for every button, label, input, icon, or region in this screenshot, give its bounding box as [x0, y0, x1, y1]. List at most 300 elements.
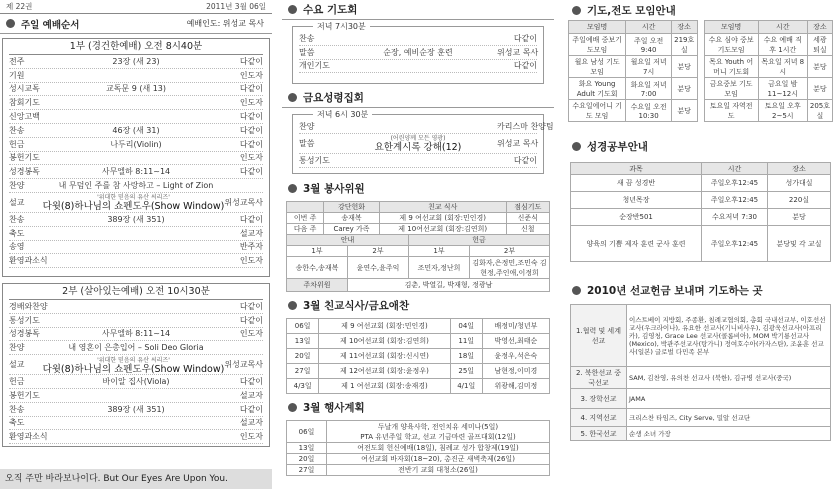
date-label: 2011년 3월 06일 [206, 2, 266, 11]
order-row [9, 110, 263, 124]
fellowship-cell: 제 1 여선교회 (회장:송재경) [319, 379, 450, 394]
order-person: 설교자 [239, 228, 263, 238]
service-cell: Carey 가족 [324, 224, 380, 235]
bullet-icon [572, 6, 581, 15]
first-service-box [2, 38, 270, 277]
bible-head: 과목 [571, 163, 702, 175]
order-person: 인도자 [239, 70, 263, 80]
service-sub: 2부 [470, 246, 550, 257]
prayer-cell: 금요일 밤 11~12시 [758, 78, 807, 100]
page-header [0, 0, 272, 14]
event-date: 20일 [287, 454, 327, 465]
order-subtitle: '위대한 믿음의 유산 씨리즈' [97, 356, 170, 364]
order-label: 말씀 [299, 138, 315, 148]
bible-cell: 성가대실 [767, 175, 830, 192]
order-label: 헌금 [9, 377, 25, 387]
service-head2: 헌금 [409, 235, 550, 246]
fri-title: 금요성령집회 [303, 92, 364, 104]
service-cell: 송한수,송재복 [287, 257, 348, 279]
prayer-cell: 수요일에어니 기도 모임 [569, 100, 626, 122]
order-content: 내 영혼이 은총입어 – Soli Deo Gloria [68, 343, 204, 353]
order-person: 다같이 [239, 315, 263, 325]
order-label: 환영과소식 [9, 256, 48, 266]
bible-title: 성경공부안내 [587, 140, 648, 153]
bible-cell: 순장반501 [571, 209, 702, 226]
order-row [9, 403, 263, 417]
mission-recipients: JAMA [627, 389, 831, 409]
table-row [571, 226, 831, 262]
fellowship-cell: 남현정,이미경 [482, 364, 549, 379]
order-content [43, 193, 225, 211]
service-cell: 제 10여선교회 (회장:김연희) [379, 224, 506, 235]
prayer-cell: 월요 남성 기도 모임 [569, 56, 626, 78]
mission-category: 5. 한국선교 [571, 427, 627, 441]
prayer-tables [568, 20, 833, 122]
order-row [9, 328, 263, 342]
table-row [569, 34, 698, 56]
order-label: 찬송 [9, 214, 25, 224]
order-row [9, 138, 263, 152]
order-row [9, 179, 263, 193]
fellowship-cell: 13일 [287, 334, 319, 349]
table-row [569, 100, 698, 122]
order-label: 송영 [9, 242, 25, 252]
order-content: 교독문 9 (새 13) [105, 84, 167, 94]
service-table-2 [286, 234, 550, 292]
order-row [9, 124, 263, 138]
order-label: 기원 [9, 70, 25, 80]
order-content: 사무엘하 8:11~14 [101, 167, 171, 177]
bible-cell: 주일오후12:45 [702, 192, 768, 209]
order-row [9, 417, 263, 431]
fri-time: 저녁 6시 30분 [313, 109, 372, 120]
order-label: 봉헌기도 [9, 390, 40, 400]
event-date: 27일 [287, 465, 327, 476]
fri-section-header [282, 88, 554, 108]
first-service-rows [3, 55, 269, 268]
prayer-cell: 목요 Youth 어머니 기도회 [704, 56, 758, 78]
bullet-icon [572, 142, 581, 151]
second-service-title: 2부 (살아있는예배) 오전 10시30분 [9, 284, 263, 300]
order-label: 성시교독 [9, 84, 40, 94]
order-person: 다같이 [513, 155, 537, 165]
fellowship-cell: 27일 [287, 364, 319, 379]
order-person: 인도자 [239, 432, 263, 442]
bible-head: 장소 [767, 163, 830, 175]
bible-table-wrap [570, 162, 831, 262]
order-person: 인도자 [239, 329, 263, 339]
order-row [9, 341, 263, 355]
order-person: 다같이 [239, 377, 263, 387]
prayer-cell: 금요중보 기도모임 [704, 78, 758, 100]
table-row [571, 389, 831, 409]
event-desc: 두날개 양육사학, 전인치유 세미나(5일) PTA 유년주일 학교, 선교 기금마련 골프대회(12일) [327, 421, 550, 443]
table-row [571, 305, 831, 367]
wed-box [292, 22, 544, 84]
fellowship-cell: 04일 [450, 319, 482, 334]
prayer-head: 모임명 [569, 21, 626, 34]
prayer-cell: 분당 [807, 56, 832, 78]
wed-rows [293, 32, 543, 73]
service-sub: 1부 [287, 246, 348, 257]
order-label: 통성기도 [299, 155, 330, 165]
service-sub: 2부 [348, 246, 409, 257]
order-person: 다같이 [513, 33, 537, 43]
mission-category: 3. 장학선교 [571, 389, 627, 409]
service-cell: 김화자,은정민,조민숙 김현정,주인애,이정희 [470, 257, 550, 279]
prayer-cell: 세광퇴실 [807, 34, 832, 56]
table-row [569, 56, 698, 78]
order-content: 23장 (새 23) [112, 56, 160, 66]
prayer-cell: 월요일 저녁 7시 [626, 56, 672, 78]
order-person: 카리스마 찬양팀 [497, 121, 554, 131]
events-table-wrap [286, 420, 550, 476]
fellowship-cell: 4/3일 [287, 379, 319, 394]
fri-rows [293, 120, 554, 168]
order-row [9, 227, 263, 241]
column-info [566, 0, 835, 491]
parking-label: 주차위원 [287, 279, 348, 292]
bible-head: 시간 [702, 163, 768, 175]
bible-cell: 220실 [767, 192, 830, 209]
service-cell: 이번 주 [287, 213, 324, 224]
mission-table-wrap [570, 304, 831, 441]
order-label: 개인기도 [299, 61, 330, 71]
bullet-icon [288, 403, 297, 412]
table-row [571, 367, 831, 389]
order-person: 인도자 [239, 153, 263, 163]
second-service-rows [3, 300, 269, 444]
service-cell: 윤연수,윤주익 [348, 257, 409, 279]
bible-cell: 청년목장 [571, 192, 702, 209]
bullet-icon [288, 301, 297, 310]
event-desc: 여전도회 헌신예배(18일), 침례교 성가 합창제(19일) [327, 443, 550, 454]
order-row [9, 55, 263, 69]
order-content [43, 356, 225, 374]
mission-title: 2010년 선교헌금 보내며 기도하는 곳 [587, 284, 763, 297]
order-row [299, 46, 537, 60]
order-person: 다같이 [239, 139, 263, 149]
order-row [9, 69, 263, 83]
order-row [9, 193, 263, 213]
mission-recipients: 크리스찬 타임즈, City Serve, 밀알 선교단 [627, 409, 831, 427]
bullet-icon [6, 19, 15, 28]
table-row [569, 78, 698, 100]
prayer-cell: 분당 [671, 56, 697, 78]
bible-cell: 분당및 각 교실 [767, 226, 830, 262]
order-sermon-title: 다윗(8)하나님의 쇼펜도우(Show Window) [42, 201, 225, 213]
order-person: 반주자 [239, 242, 263, 252]
order-person: 다같이 [239, 167, 263, 177]
fellowship-cell: 박영선,최태순 [482, 334, 549, 349]
order-row [9, 375, 263, 389]
bible-section-header [566, 136, 835, 156]
table-header-row [704, 21, 833, 34]
prayer-cell: 화요일 저녁7:00 [626, 78, 672, 100]
footer-motto: 오직 주만 바라보나이다. But Our Eyes Are Upon You. [0, 469, 272, 489]
prayer-cell: 수요 심야 중보기도모임 [704, 34, 758, 56]
order-label: 성경봉독 [9, 167, 40, 177]
parking-names: 김춘, 박열길, 박재형, 정광남 [348, 279, 550, 292]
prayer-cell: 분당 [671, 78, 697, 100]
order-row [299, 154, 537, 168]
table-header-row [571, 163, 831, 175]
order-label: 찬송 [9, 125, 25, 135]
order-row [9, 83, 263, 97]
table-row [287, 443, 550, 454]
second-service-box [2, 283, 270, 447]
fellowship-cell: 18일 [450, 349, 482, 364]
table-row [287, 454, 550, 465]
order-person: 다같이 [239, 404, 263, 414]
wed-title: 수요 기도회 [303, 4, 358, 16]
order-person: 위성교 목사 [497, 138, 539, 148]
order-sermon-title: 요한계시록 강해(12) [374, 142, 462, 154]
prayer-head: 시간 [626, 21, 672, 34]
wed-time: 저녁 7시30분 [313, 21, 370, 32]
service-title: 3월 봉사위원 [303, 182, 365, 195]
fellowship-section-header [282, 295, 554, 315]
order-person: 다같이 [239, 84, 263, 94]
prayer-cell: 목요일 저녁 8시 [758, 56, 807, 78]
order-label: 성경봉독 [9, 329, 40, 339]
fellowship-title: 3월 친교식사/금요애찬 [303, 299, 410, 312]
table-row [704, 34, 833, 56]
table-row [571, 427, 831, 441]
order-row [9, 355, 263, 375]
order-subtitle: '위대한 믿음의 유산 씨리즈' [97, 194, 170, 202]
service-head: 친교 식사 [379, 202, 506, 213]
table-row [704, 56, 833, 78]
service-cell: 신철 [506, 224, 549, 235]
fellowship-cell: 4/1일 [450, 379, 482, 394]
bible-cell: 주일오후12:45 [702, 175, 768, 192]
order-row [299, 60, 537, 74]
order-person: 위성교목사 [224, 360, 263, 370]
order-row [299, 32, 537, 46]
prayer-cell: 토요일 오후 2~5시 [758, 100, 807, 122]
order-person: 다같이 [239, 125, 263, 135]
service-head2: 안내 [287, 235, 409, 246]
mission-recipients: 순생 소녀 가장 [627, 427, 831, 441]
prayer-head: 장소 [671, 21, 697, 34]
service-sub: 1부 [409, 246, 470, 257]
table-row [571, 209, 831, 226]
prayer-head: 모임명 [704, 21, 758, 34]
mission-section-header [566, 280, 835, 300]
events-section-header [282, 397, 554, 417]
order-label: 찬양 [299, 121, 315, 131]
prayer-cell: 주일예배 중보기도모임 [569, 34, 626, 56]
mission-category: 4. 지역선교 [571, 409, 627, 427]
prayer-cell: 219호실 [671, 34, 697, 56]
wed-section-header [282, 0, 554, 20]
order-person: 다같이 [239, 56, 263, 66]
column-worship [0, 0, 272, 491]
service-head: 점심기도 [506, 202, 549, 213]
order-row [9, 152, 263, 166]
order-person: 위성교 목사 [497, 47, 539, 57]
order-label: 환영과소식 [9, 432, 48, 442]
fellowship-cell: 11일 [450, 334, 482, 349]
order-label: 찬양 [9, 181, 25, 191]
order-content: 내 무덤인 주를 참 사랑하고 – Light of Zion [58, 181, 214, 191]
order-content: 46장 (새 31) [112, 125, 160, 135]
prayer-head: 장소 [807, 21, 832, 34]
table-row [287, 421, 550, 443]
prayer-cell: 토요일 자역전도 [704, 100, 758, 122]
bible-cell: 분당 [767, 209, 830, 226]
service-cell: 송재복 [324, 213, 380, 224]
bullet-icon [288, 5, 297, 14]
worship-presider: 예배인도: 위성교 목사 [186, 19, 264, 28]
order-row [9, 430, 263, 444]
table-row [571, 175, 831, 192]
order-row [9, 165, 263, 179]
order-row [299, 134, 537, 154]
table-row [287, 319, 550, 334]
table-row [287, 364, 550, 379]
fellowship-cell: 제 9 여선교회 (회장:민인경) [319, 319, 450, 334]
prayer-title: 기도,전도 모임안내 [587, 4, 676, 17]
order-content [339, 134, 497, 152]
prayer-cell: 주일 오전 9:40 [626, 34, 672, 56]
order-label: 참회기도 [9, 98, 40, 108]
order-label: 경배와찬양 [9, 301, 48, 311]
order-row [9, 96, 263, 110]
service-table-wrap [286, 201, 550, 292]
order-person: 설교자 [239, 390, 263, 400]
order-row [9, 254, 263, 268]
service-cell: 신준식 [506, 213, 549, 224]
fellowship-cell: 제 11여선교회 (회장:신시연) [319, 349, 450, 364]
order-content: 순장, 예비순장 훈련 [383, 47, 453, 57]
order-row [9, 314, 263, 328]
event-desc: 여선교회 바자회(18~20), 총진군 새벽축제(26일) [327, 454, 550, 465]
events-table [286, 420, 550, 476]
mission-category: 1.협력 및 세계선교 [571, 305, 627, 367]
mission-category: 2. 북한선교 중국선교 [571, 367, 627, 389]
prayer-cell: 수요 예배 직후 1시간 [758, 34, 807, 56]
table-row [287, 379, 550, 394]
order-row [9, 241, 263, 255]
bible-cell: 양육의 기쁨 제자 훈련 군사 훈련 [571, 226, 702, 262]
service-cell: 조민자,정난희 [409, 257, 470, 279]
table-row [287, 465, 550, 476]
mission-recipients: 이스트베이 지방회, 주종환, 침례교협의회, 총회 국내선교부, 이호선선교사(우크라이나), 유요한 선교사(기니비사우), 김광욱선교사(아프리카), 김영청, Grace Lee 선교사(콜롬비아), MOM 박기룡선교사(Mexico), 박관주선교사(탕가니) 정여호수아(카자스탄), 조윤훈 선교사(일본) 글로벌 다민족 본부 [627, 305, 831, 367]
order-row [299, 120, 554, 134]
prayer-cell: 화요 Young Adult 기도회 [569, 78, 626, 100]
mission-recipients: SAM, 김찬영, 유의찬 선교사 (북한), 김규병 선교사(중국) [627, 367, 831, 389]
prayer-cell: 분당 [807, 78, 832, 100]
order-content: 사무엘하 8:11~14 [101, 329, 171, 339]
order-label: 전주 [9, 56, 25, 66]
order-label: 헌금 [9, 139, 25, 149]
order-person: 위성교목사 [224, 197, 263, 207]
order-label: 축도 [9, 228, 25, 238]
fellowship-cell: 제 12여선교회 (회장:윤정우) [319, 364, 450, 379]
prayer-table-right [704, 20, 834, 122]
service-head: 강단헌화 [324, 202, 380, 213]
events-title: 3월 행사계획 [303, 401, 365, 414]
order-label: 찬송 [9, 404, 25, 414]
fellowship-cell: 위광해,김미정 [482, 379, 549, 394]
fellowship-table [286, 318, 550, 394]
order-subtitle: (어린양께 모든 영광) [390, 135, 446, 143]
order-sermon-title: 다윗(8)하나님의 쇼펜도우(Show Window) [42, 363, 225, 375]
order-person: 인도자 [239, 98, 263, 108]
bullet-icon [288, 93, 297, 102]
order-person: 다같이 [239, 301, 263, 311]
order-label: 신앙고백 [9, 112, 40, 122]
fellowship-cell: 배정미/청년부 [482, 319, 549, 334]
order-content: 나두리(Violin) [110, 139, 162, 149]
order-label: 설교 [9, 360, 25, 370]
prayer-section-header [566, 0, 835, 20]
volume-label: 제 22권 [6, 2, 33, 11]
fellowship-cell: 20일 [287, 349, 319, 364]
order-label: 봉헌기도 [9, 153, 40, 163]
order-person: 다같이 [239, 112, 263, 122]
fellowship-cell: 06일 [287, 319, 319, 334]
order-content: 389장 (새 351) [107, 404, 165, 414]
worship-section-title: 주일 예배순서 [21, 19, 80, 31]
order-person: 다같이 [239, 214, 263, 224]
order-person: 인도자 [239, 256, 263, 266]
bible-cell: 주일오후12:45 [702, 226, 768, 262]
fellowship-cell: 25일 [450, 364, 482, 379]
mission-table [570, 304, 831, 441]
order-label: 통성기도 [9, 315, 40, 325]
worship-section-header [0, 14, 272, 34]
bible-cell: 수요저녁 7:30 [702, 209, 768, 226]
prayer-cell: 205호실 [807, 100, 832, 122]
order-label: 찬송 [299, 33, 315, 43]
bullet-icon [288, 184, 297, 193]
bullet-icon [572, 286, 581, 295]
prayer-head: 시간 [758, 21, 807, 34]
first-service-title: 1부 (경건한예배) 오전 8시40분 [9, 39, 263, 55]
service-cell: 다음 주 [287, 224, 324, 235]
table-row [571, 192, 831, 209]
fellowship-table-wrap [286, 318, 550, 394]
order-row [9, 300, 263, 314]
table-header-row [569, 21, 698, 34]
bible-table [570, 162, 831, 262]
event-date: 13일 [287, 443, 327, 454]
fellowship-cell: 제 10여선교회 (회장:김연희) [319, 334, 450, 349]
table-row [704, 100, 833, 122]
service-section-header [282, 178, 554, 198]
order-row [9, 213, 263, 227]
order-person: 설교자 [239, 418, 263, 428]
prayer-table-left [568, 20, 698, 122]
fellowship-cell: 윤정우,석은숙 [482, 349, 549, 364]
order-content: 389장 (새 351) [107, 214, 165, 224]
order-label: 말씀 [299, 47, 315, 57]
order-label: 축도 [9, 418, 25, 428]
column-meetings [282, 0, 554, 491]
prayer-cell: 분당 [671, 100, 697, 122]
order-person: 다같이 [513, 61, 537, 71]
table-row [287, 334, 550, 349]
order-row [9, 389, 263, 403]
event-date: 06일 [287, 421, 327, 443]
service-cell: 제 9 여선교회 (회장:민인경) [379, 213, 506, 224]
service-table [286, 201, 550, 235]
table-row [704, 78, 833, 100]
prayer-cell: 수요일 오전 10:30 [626, 100, 672, 122]
